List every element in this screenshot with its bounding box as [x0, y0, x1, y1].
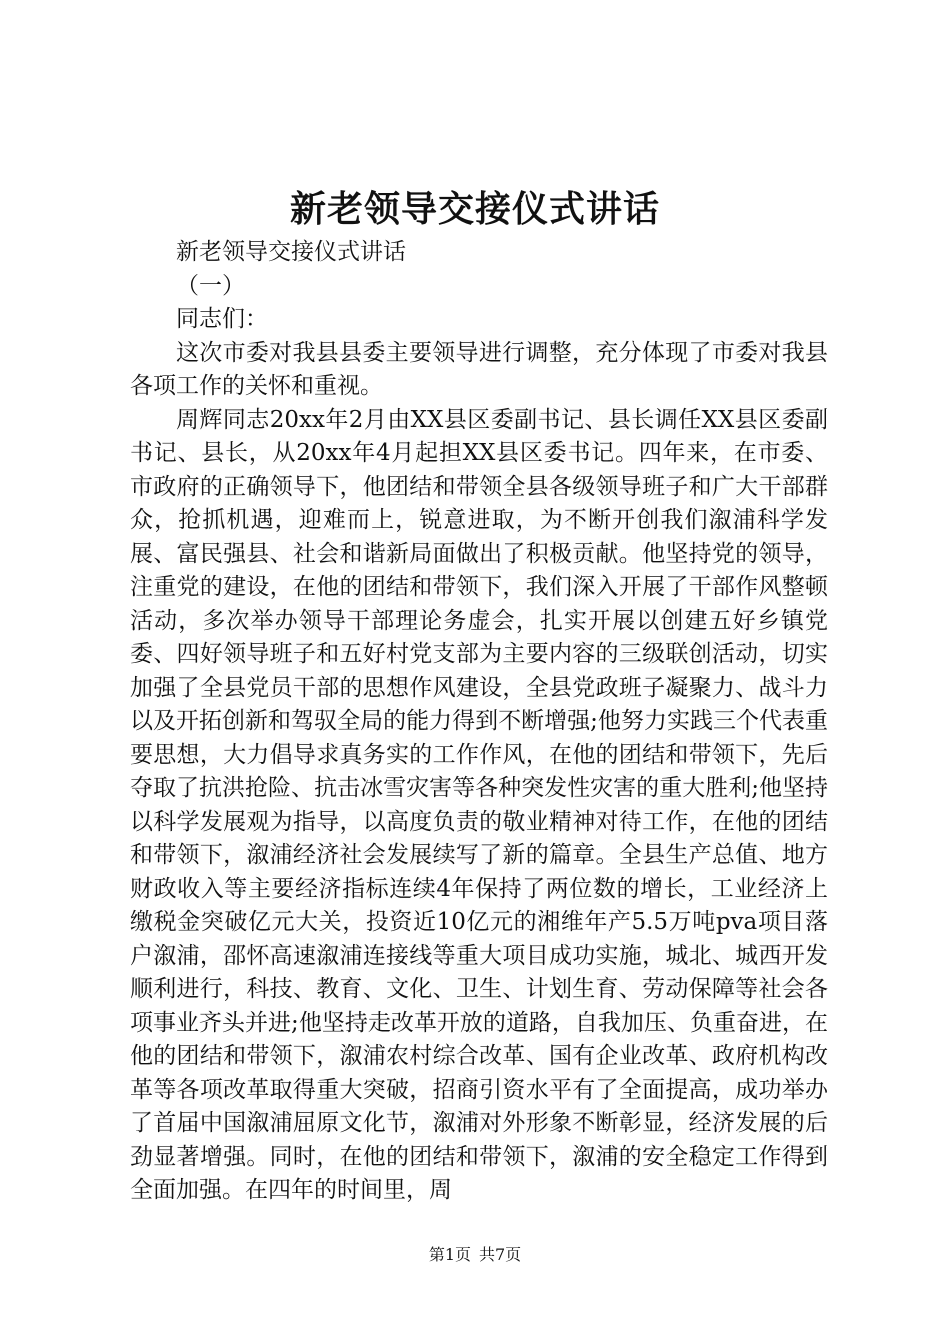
- page-number: 第1页: [428, 1245, 471, 1264]
- document-body: [130, 236, 828, 1208]
- page-total: 共7页: [479, 1245, 522, 1264]
- page-footer: [0, 1244, 950, 1266]
- body-paragraph: 这次市委对我县县委主要领导进行调整，充分体现了市委对我县各项工作的关怀和重视。: [130, 339, 828, 399]
- document-title: 新老领导交接仪式讲话: [289, 188, 660, 230]
- section-number: （一）: [176, 272, 245, 299]
- subtitle-paragraph: 新老领导交接仪式讲话: [176, 239, 406, 265]
- salutation: 同志们：: [176, 306, 268, 332]
- body-paragraph: 周辉同志20xx年2月由XX县区委副书记、县长调任XX县区委副书记、县长，从20xx年4月起担XX县区委书记。四年来，在市委、市政府的正确领导下，他团结和带领全县各级领导班子和广大干部群众，抢抓机遇，迎难而上，锐意进取，为不断开创我们溆浦科学发展、富民强县、社会和谐新局面做出了积极贡献。他坚持党的领导，注重党的建设，在他的团结和带领下，我们深入开展了干部作风整顿活动，多次举办领导干部理论务虚会，扎实开展以创建五好乡镇党委、四好领导班子和五好村党支部为主要内容的三级联创活动，切实加强了全县党员干部的思想作风建设，全县党政班子凝聚力、战斗力以及开拓创新和驾驭全局的能力得到不断增强;他努力实践三个代表重要思想，大力倡导求真务实的工作作风，在他的团结和带领下，先后夺取了抗洪抢险、抗击冰雪灾害等各种突发性灾害的重大胜利;他坚持以科学发展观为指导，以高度负责的敬业精神对待工作，在他的团结和带领下，溆浦经济社会发展续写了新的篇章。全县生产总值、地方财政收入等主要经济指标连续4年保持了两位数的增长，工业经济上缴税金突破亿元大关，投资近10亿元的湘维年产5.5万吨pva项目落户溆浦，邵怀高速溆浦连接线等重大项目成功实施，城北、城西开发顺利进行，科技、教育、文化、卫生、计划生育、劳动保障等社会各项事业齐头并进;他坚持走改革开放的道路，自我加压、负重奋进，在他的团结和带领下，溆浦农村综合改革、国有企业改革、政府机构改革等各项改革取得重大突破，招商引资水平有了全面提高，成功举办了首届中国溆浦屈原文化节，溆浦对外形象不断彰显，经济发展的后劲显著增强。同时，在他的团结和带领下，溆浦的安全稳定工作得到全面加强。在四年的时间里，周: [130, 406, 828, 1203]
